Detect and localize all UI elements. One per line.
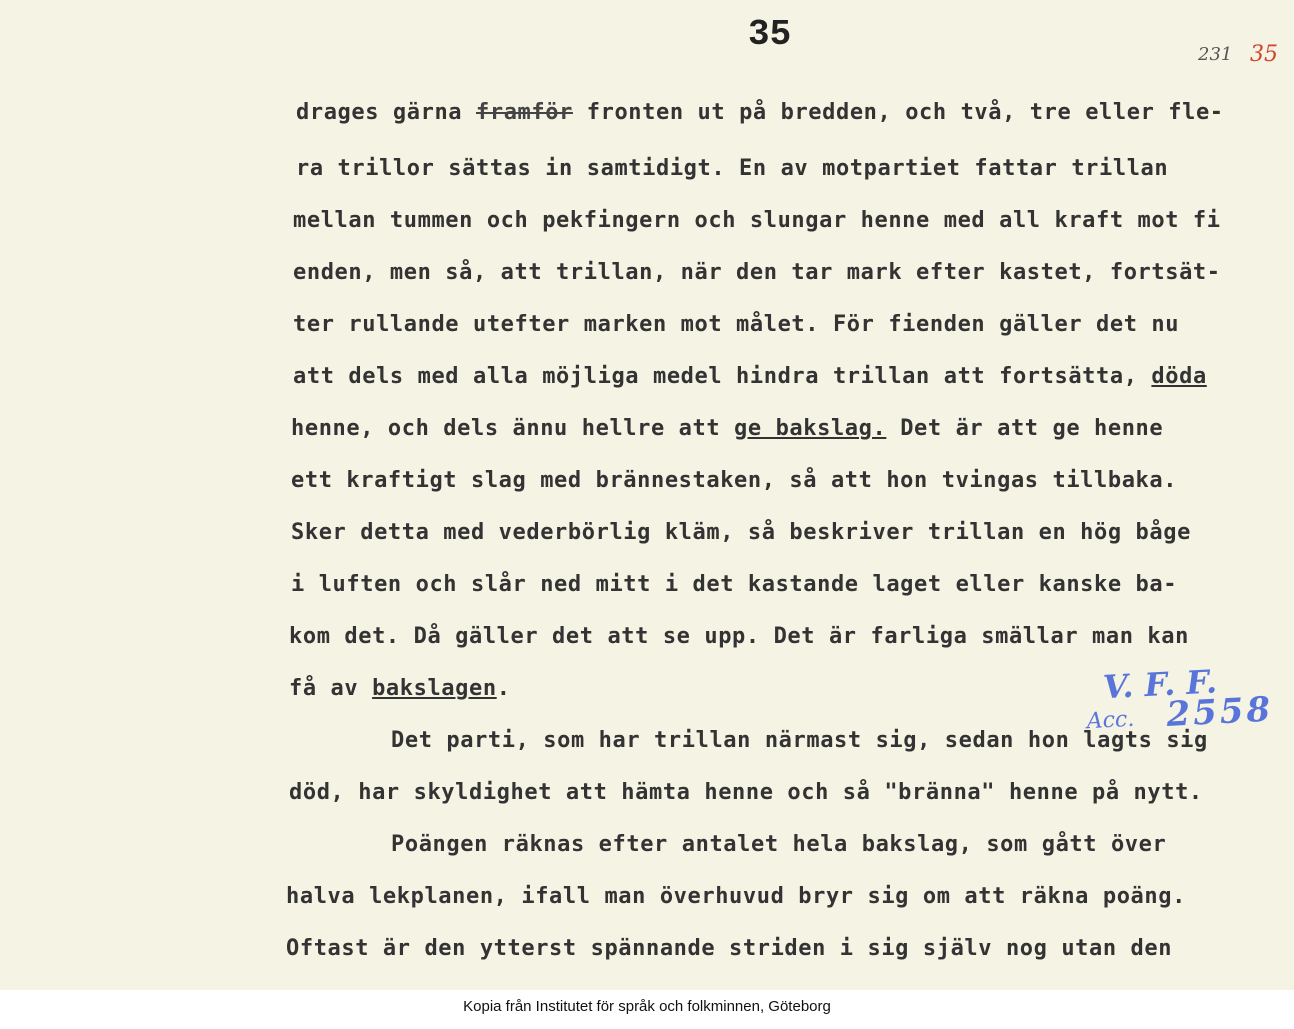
text-line: i luften och slår ned mitt i det kastande laget eller kanske ba- bbox=[291, 572, 1178, 597]
stamp-acc-label: Acc. bbox=[1086, 706, 1135, 735]
text-line: ra trillor sättas in samtidigt. En av motpartiet fattar trillan bbox=[296, 156, 1169, 181]
text-line: Sker detta med vederbörlig kläm, så beskriver trillan en hög båge bbox=[291, 520, 1191, 545]
archive-stamp bbox=[1084, 659, 1288, 749]
underlined-term: döda bbox=[1151, 364, 1207, 389]
page-number: 35 bbox=[748, 14, 792, 55]
text-line: Oftast är den ytterst spännande striden i sig själv nog utan den bbox=[286, 936, 1173, 961]
text-line: henne, och dels ännu hellre att ge bakslag. Det är att ge henne bbox=[291, 416, 1164, 441]
underlined-term: ge bakslag. bbox=[734, 416, 887, 441]
text-line: halva lekplanen, ifall man överhuvud bryr sig om att räkna poäng. bbox=[286, 884, 1186, 909]
text-line: ett kraftigt slag med brännestaken, så att hon tvingas tillbaka. bbox=[291, 468, 1178, 493]
text-line: att dels med alla möjliga medel hindra trillan att fortsätta, döda bbox=[293, 364, 1207, 389]
stamp-number: 2558 bbox=[1165, 689, 1275, 736]
text-line: kom det. Då gäller det att se upp. Det är farliga smällar man kan bbox=[289, 624, 1189, 649]
struck-word: framför bbox=[476, 100, 573, 125]
underlined-term: bakslagen bbox=[372, 676, 497, 701]
stamp-letters: V. F. F. bbox=[1102, 662, 1218, 707]
text-line: död, har skyldighet att hämta henne och så "bränna" henne på nytt. bbox=[289, 780, 1203, 805]
text-line: Det parti, som har trillan närmast sig, sedan hon lagts sig bbox=[391, 728, 1208, 753]
text-line: Poängen räknas efter antalet hela bakslag, som gått över bbox=[391, 832, 1167, 857]
archive-number-pencil: 231 bbox=[1198, 44, 1233, 65]
text-line: drages gärna framför fronten ut på bredden, och två, tre eller fle- bbox=[296, 100, 1224, 125]
text-line: mellan tummen och pekfingern och slungar henne med all kraft mot fi bbox=[293, 208, 1221, 233]
archive-number-red: 35 bbox=[1250, 42, 1278, 67]
text-line: få av bakslagen. bbox=[289, 676, 511, 701]
footer-caption: Kopia från Institutet för språk och folkminnen, Göteborg bbox=[463, 998, 831, 1015]
text-line: enden, men så, att trillan, när den tar mark efter kastet, fortsät- bbox=[293, 260, 1221, 285]
text-line: ter rullande utefter marken mot målet. För fienden gäller det nu bbox=[293, 312, 1180, 337]
